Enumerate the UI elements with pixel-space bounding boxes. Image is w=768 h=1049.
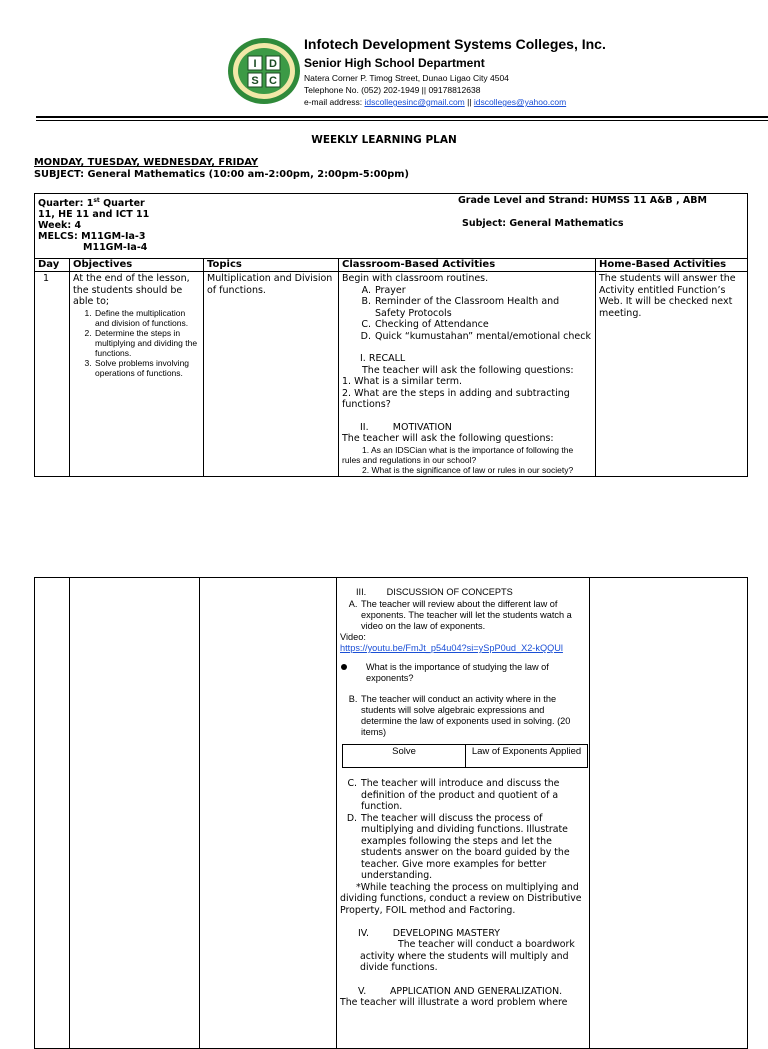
mastery-text: The teacher will conduct a boardwork activity where the students will multiply and divide functions. (360, 939, 575, 973)
email-link-gmail[interactable]: idscollegesinc@gmail.com (364, 97, 465, 107)
motivation-question: 1. As an IDSCian what is the importance of following the rules and regulations in our school? (342, 444, 574, 465)
classroom-activities-continued (337, 578, 590, 1049)
classroom-activities-cell (339, 272, 596, 477)
header-rule (36, 116, 768, 118)
day-number: 1 (35, 272, 70, 477)
svg-text:I: I (253, 58, 257, 70)
quarter: Quarter: 1st Quarter (38, 197, 145, 210)
letterhead (0, 30, 768, 115)
motivation-question: 2. What is the significance of law or rules in our society? (362, 464, 574, 475)
email-separator: || (464, 97, 474, 107)
discussion-list-cd (340, 778, 586, 882)
school-name: Infotech Development Systems Colleges, Inc. (304, 36, 606, 52)
melcs-2: M11GM-Ia-4 (83, 242, 148, 254)
objective-item: 2. Determine the steps in multiplying and dividing the functions. (94, 328, 200, 358)
objectives-list (73, 308, 200, 378)
objectives-cell-empty (70, 578, 200, 1049)
email-label: e-mail address: (304, 97, 365, 107)
plan-info (35, 194, 747, 258)
svg-text:S: S (251, 75, 259, 87)
video-label: Video: (340, 632, 366, 642)
subject-line: SUBJECT: General Mathematics (10:00 am-2:00pm, 2:00pm-5:00pm) (34, 169, 409, 180)
topics-cell: Multiplication and Division of functions. (204, 272, 339, 477)
table-header-solve: Solve (343, 745, 466, 768)
discussion-heading: III. DISCUSSION OF CONCEPTS (356, 587, 513, 597)
bullet-question (340, 662, 586, 684)
solve-law-table (342, 744, 588, 768)
recall-heading: I. RECALL (360, 353, 406, 364)
objectives-cell (70, 272, 204, 477)
objective-item: 1. Define the multiplication and division of functions. (94, 308, 200, 328)
week: Week: 4 (38, 220, 82, 232)
motivation-intro: The teacher will ask the following questions: (342, 433, 554, 444)
application-heading: V. APPLICATION AND GENERALIZATION. (358, 985, 563, 997)
home-activities-cell-empty (590, 578, 748, 1049)
routine-item: C. Checking of Attendance (374, 319, 592, 331)
table-header-law: Law of Exponents Applied (466, 745, 588, 768)
header-rule-thin (36, 120, 768, 121)
day-cell-empty (35, 578, 70, 1049)
info-subject: Subject: General Mathematics (462, 218, 624, 229)
learning-plan-table-continued (34, 577, 748, 1049)
application-text: The teacher will illustrate a word problem where (340, 996, 568, 1008)
bullet-text: What is the importance of studying the law of exponents? (366, 662, 549, 683)
school-address: Natera Corner P. Timog Street, Dunao Ligao City 4504 (304, 73, 509, 83)
learning-plan-table (34, 193, 748, 477)
email-link-yahoo[interactable]: idscolleges@yahoo.com (473, 97, 567, 107)
col-header-topics: Topics (204, 259, 339, 272)
discussion-item: B. The teacher will conduct an activity where in the students will solve algebraic expressions and determine the law of exponents used in solving. (20 items) (360, 694, 586, 738)
recall-question: 1. What is a similar term. (342, 376, 462, 387)
email-line (304, 96, 606, 108)
activities-intro: Begin with classroom routines. (342, 273, 489, 284)
document-title: WEEKLY LEARNING PLAN (311, 134, 457, 146)
bullet-icon (340, 662, 350, 672)
strand-continuation: 11, HE 11 and ICT 11 (38, 209, 150, 221)
routine-item: A. Prayer (374, 285, 592, 297)
department-name: Senior High School Department (304, 56, 485, 70)
grade-level-strand: Grade Level and Strand: HUMSS 11 A&B , ABM (458, 195, 707, 206)
recall-question: 2. What are the steps in adding and subtracting functions? (342, 387, 570, 410)
col-header-home: Home-Based Activities (596, 259, 748, 272)
discussion-list-b (340, 694, 586, 738)
routines-list (342, 285, 592, 343)
recall-intro: The teacher will ask the following questions: (362, 364, 574, 376)
mastery-heading: IV. DEVELOPING MASTERY (358, 928, 500, 939)
col-header-day: Day (35, 259, 70, 272)
svg-text:C: C (269, 75, 277, 87)
video-link[interactable]: https://youtu.be/FmJt_p54u04?si=ySpP0ud_X2-kQQUl (340, 643, 563, 653)
home-activities-cell: The students will answer the Activity entitled Function’s Web. It will be checked next meeting. (596, 272, 748, 477)
discussion-item: D. The teacher will discuss the process of multiplying and dividing functions. Illustrate examples following the steps and let the students answer on the board guided by the teacher. Give more examples for better understanding. (360, 813, 586, 882)
objectives-intro: At the end of the lesson, the students should be able to; (73, 273, 190, 307)
objective-item: 3. Solve problems involving operations of functions. (94, 358, 200, 378)
col-header-objectives: Objectives (70, 259, 204, 272)
teaching-note: *While teaching the process on multiplying and dividing functions, conduct a review on Distributive Property, FOIL method and Factoring. (340, 881, 582, 916)
discussion-list-a (340, 599, 586, 632)
topics-cell-empty (200, 578, 337, 1049)
routine-item: D. Quick “kumustahan” mental/emotional check (374, 331, 592, 343)
col-header-classroom: Classroom-Based Activities (339, 259, 596, 272)
motivation-heading: II. MOTIVATION (360, 421, 452, 433)
telephone: Telephone No. (052) 202-1949 || 09178812638 (304, 85, 481, 95)
days-line: MONDAY, TUESDAY, WEDNESDAY, FRIDAY (34, 157, 259, 168)
melcs: MELCS: M11GM-Ia-3 (38, 231, 146, 243)
discussion-item: C. The teacher will introduce and discuss the definition of the product and quotient of a function. (360, 778, 586, 813)
discussion-item: A. The teacher will review about the different law of exponents. The teacher will let the students watch a video on the law of exponents. (360, 599, 586, 632)
svg-text:D: D (269, 58, 277, 70)
routine-item: B. Reminder of the Classroom Health and Safety Protocols (374, 296, 592, 319)
school-seal-logo (226, 36, 302, 106)
